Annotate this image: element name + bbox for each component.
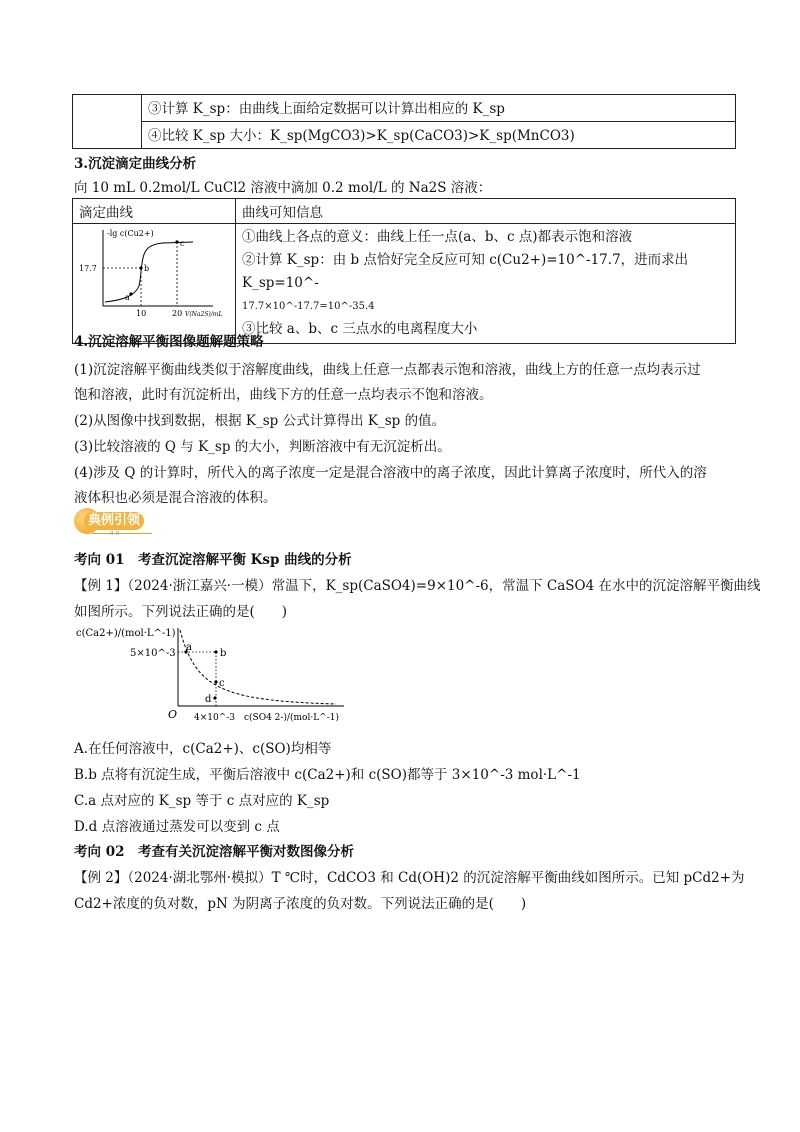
casO4-ytick: 5×10^-3 <box>130 648 176 659</box>
point-c <box>214 680 217 683</box>
titration-chart <box>73 224 231 320</box>
titration-xlabel: V(Na2S)/mL <box>185 311 223 318</box>
casO4-xtick: 4×10^-3 <box>194 713 236 722</box>
section4-heading: 4.沉淀溶解平衡图像题解题策略 <box>74 334 264 350</box>
titration-header-right: 曲线可知信息 <box>236 199 736 224</box>
section4-p2: (2)从图像中找到数据，根据 K_sp 公式计算得出 K_sp 的值。 <box>74 413 446 429</box>
label-c: c <box>219 678 225 689</box>
example1-line2: 如图所示。下列说法正确的是( ) <box>74 604 288 620</box>
section4-p4a: (4)涉及 Q 的计算时，所代入的离子浓度一定是混合溶液中的离子浓度，因此计算离子浓度时，所代入的溶 <box>74 465 707 481</box>
titration-chart-cell <box>73 224 236 344</box>
info-2a: ②计算 K_sp：由 b 点恰好完全反应可知 c(Cu2+)=10^-17.7，进而求出 K_sp=10^- <box>242 252 689 291</box>
top-table-empty-cell <box>73 95 142 149</box>
point-b <box>214 650 217 653</box>
option-a: A.在任何溶液中，c(Ca2+)、c(SO)均相等 <box>74 741 332 757</box>
badge-label: 典例引领 <box>84 512 144 530</box>
point-c <box>175 240 178 243</box>
label-d: d <box>205 694 212 705</box>
option-d: D.d 点溶液通过蒸发可以变到 c 点 <box>74 819 280 835</box>
section3-heading: 3.沉淀滴定曲线分析 <box>74 156 197 172</box>
titration-xtick-10: 10 <box>136 309 147 318</box>
example2-line1: 【例 2】（2024·湖北鄂州·模拟）T ℃时，CdCO3 和 Cd(OH)2 的沉淀溶解平衡曲线如图所示。已知 pCd2+为 <box>74 870 745 886</box>
casO4-chart <box>74 622 364 722</box>
option-c: C.a 点对应的 K_sp 等于 c 点对应的 K_sp <box>74 793 330 809</box>
section4-p3: (3)比较溶液的 Q 与 K_sp 的大小，判断溶液中有无沉淀析出。 <box>74 439 451 455</box>
titration-header-left: 滴定曲线 <box>73 199 236 224</box>
info-2b: 17.7×10^-17.7=10^-35.4 <box>242 301 375 312</box>
casO4-origin: O <box>168 708 178 721</box>
label-a: a <box>125 293 130 302</box>
casO4-xlabel: c(SO4 2-)/(mol·L^-1) <box>244 713 339 722</box>
point-a <box>129 292 132 295</box>
section3-intro: 向 10 mL 0.2mol/L CuCl2 溶液中滴加 0.2 mol/L 的 Na2S 溶液： <box>74 180 492 196</box>
example1-line1: 【例 1】（2024·浙江嘉兴·一模）常温下，K_sp(CaSO4)=9×10^-6，常温下 CaSO4 在水中的沉淀溶解平衡曲线 <box>74 578 761 594</box>
section4-p1a: (1)沉淀溶解平衡曲线类似于溶解度曲线，曲线上任意一点都表示饱和溶液，曲线上方的任意一点均表示过 <box>74 362 701 378</box>
titration-table <box>72 198 736 344</box>
point-d <box>213 696 216 699</box>
info-3: ③比较 a、b、c 三点水的电离程度大小 <box>242 321 478 337</box>
titration-info-cell <box>236 224 736 344</box>
titration-xtick-20: 20 <box>172 309 183 318</box>
example2-line2: Cd2+浓度的负对数，pN 为阴离子浓度的负对数。下列说法正确的是( ) <box>74 896 527 912</box>
kaoxiang1-heading: 考向 01 考查沉淀溶解平衡 Ksp 曲线的分析 <box>74 552 352 568</box>
titration-ytick: 17.7 <box>79 264 97 273</box>
example-badge <box>74 508 150 537</box>
section4-p1b: 饱和溶液，此时有沉淀析出，曲线下方的任意一点均表示不饱和溶液。 <box>74 387 493 403</box>
row2-text: ④比较 K_sp 大小：K_sp(MgCO3)>K_sp(CaCO3)>K_sp(MnCO3) <box>148 128 575 144</box>
badge-underline <box>92 533 152 534</box>
label-b: b <box>144 264 150 273</box>
point-b <box>139 266 142 269</box>
top-table-row1 <box>142 95 736 122</box>
info-1: ①曲线上各点的意义：曲线上任一点(a、b、c 点)都表示饱和溶液 <box>242 229 633 245</box>
top-table-row2 <box>142 122 736 149</box>
casO4-ylabel: c(Ca2+)/(mol·L^-1) <box>76 628 176 639</box>
badge-sub: II ri <box>110 530 120 537</box>
option-b: B.b 点将有沉淀生成，平衡后溶液中 c(Ca2+)和 c(SO)都等于 3×10^-3 mol·L^-1 <box>74 767 581 783</box>
section4-p4b: 液体积也必须是混合溶液的体积。 <box>74 490 277 506</box>
label-b: b <box>220 648 227 659</box>
label-a: a <box>186 642 192 653</box>
row1-text: ③计算 K_sp：由曲线上面给定数据可以计算出相应的 K_sp <box>148 101 505 117</box>
kaoxiang2-heading: 考向 02 考查有关沉淀溶解平衡对数图像分析 <box>74 844 354 860</box>
top-table <box>72 94 736 149</box>
titration-ylabel: -lg c(Cu2+) <box>107 229 154 238</box>
label-c: c <box>180 239 185 248</box>
